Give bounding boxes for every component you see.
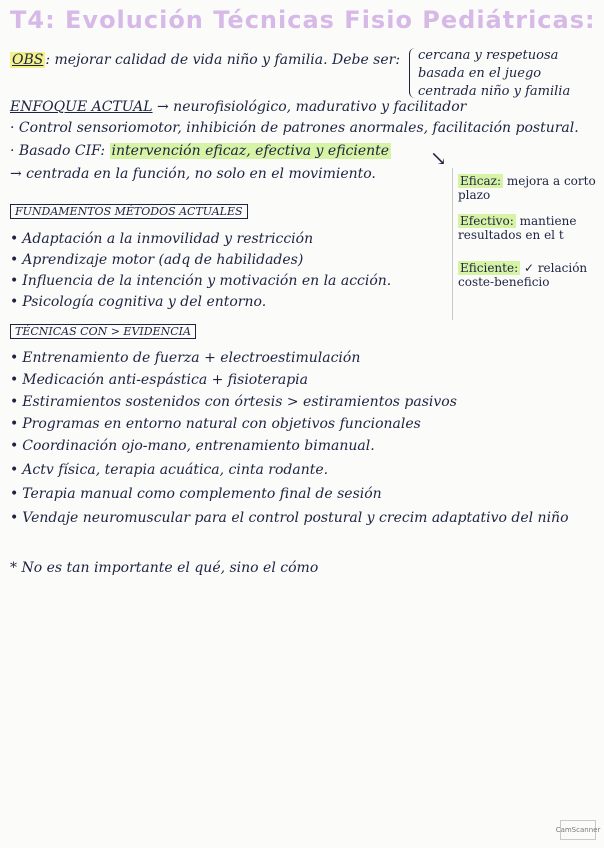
enfoque-funcion: → centrada en la función, no solo en el movimiento.	[10, 166, 376, 182]
fundamentos-title: FUNDAMENTOS MÉTODOS ACTUALES	[10, 204, 248, 219]
enfoque-line	[10, 99, 466, 115]
obs-bullet-3: centrada niño y familia	[418, 84, 571, 99]
tecnicas-item: • Estiramientos sostenidos con órtesis > estiramientos pasivos	[10, 394, 457, 410]
obs-text: : mejorar calidad de vida niño y familia. Debe ser:	[45, 52, 401, 68]
side-note-1-label: Eficaz:	[460, 174, 502, 188]
fundamentos-item: • Aprendizaje motor (adq de habilidades)	[10, 252, 303, 268]
camscanner-logo: CamScanner	[560, 820, 596, 840]
side-divider	[452, 168, 453, 320]
enfoque-control: · Control sensoriomotor, inhibición de patrones anormales, facilitación postural.	[10, 120, 579, 136]
enfoque-text: → neurofisiológico, madurativo y facilitador	[157, 99, 467, 115]
enfoque-label: ENFOQUE ACTUAL	[10, 99, 153, 115]
side-note-2-text: mantiene resultados en el t	[458, 214, 577, 242]
enfoque-cif	[10, 143, 391, 159]
arrow-icon: ↘	[430, 146, 447, 170]
tecnicas-item: • Vendaje neuromuscular para el control postural y crecim adaptativo del niño	[10, 510, 569, 526]
footer-note: * No es tan importante el qué, sino el cómo	[10, 560, 319, 576]
enfoque-cif-prefix: · Basado CIF:	[10, 143, 106, 159]
fundamentos-item: • Psicología cognitiva y del entorno.	[10, 294, 266, 310]
side-note-1	[458, 174, 604, 202]
tecnicas-title: TÉCNICAS CON > EVIDENCIA	[10, 324, 196, 339]
obs-bullet-2: basada en el juego	[418, 66, 542, 81]
tecnicas-item: • Coordinación ojo-mano, entrenamiento bimanual.	[10, 438, 375, 454]
tecnicas-item: • Entrenamiento de fuerza + electroestimulación	[10, 350, 360, 366]
side-note-3	[458, 261, 604, 289]
obs-label: OBS	[12, 52, 44, 68]
tecnicas-item: • Medicación anti-espástica + fisioterapia	[10, 372, 308, 388]
side-note-2-label: Efectivo:	[460, 214, 514, 228]
page-title: T4: Evolución Técnicas Fisio Pediátricas:	[10, 6, 596, 34]
tecnicas-item: • Programas en entorno natural con objetivos funcionales	[10, 416, 421, 432]
fundamentos-item: • Adaptación a la inmovilidad y restricción	[10, 231, 313, 247]
side-note-3-text: ✓ relación coste-beneficio	[458, 261, 588, 289]
side-note-2	[458, 214, 604, 242]
obs-brace	[409, 48, 416, 98]
enfoque-cif-highlight: intervención eficaz, efectiva y eficiente	[111, 143, 390, 159]
obs-bullet-1: cercana y respetuosa	[418, 48, 559, 63]
tecnicas-item: • Terapia manual como complemento final de sesión	[10, 486, 382, 502]
side-note-1-text: mejora a corto plazo	[458, 174, 596, 202]
side-note-3-label: Eficiente:	[460, 261, 519, 275]
tecnicas-item: • Actv física, terapia acuática, cinta rodante.	[10, 462, 328, 478]
fundamentos-item: • Influencia de la intención y motivación en la acción.	[10, 273, 391, 289]
obs-line	[10, 52, 400, 68]
